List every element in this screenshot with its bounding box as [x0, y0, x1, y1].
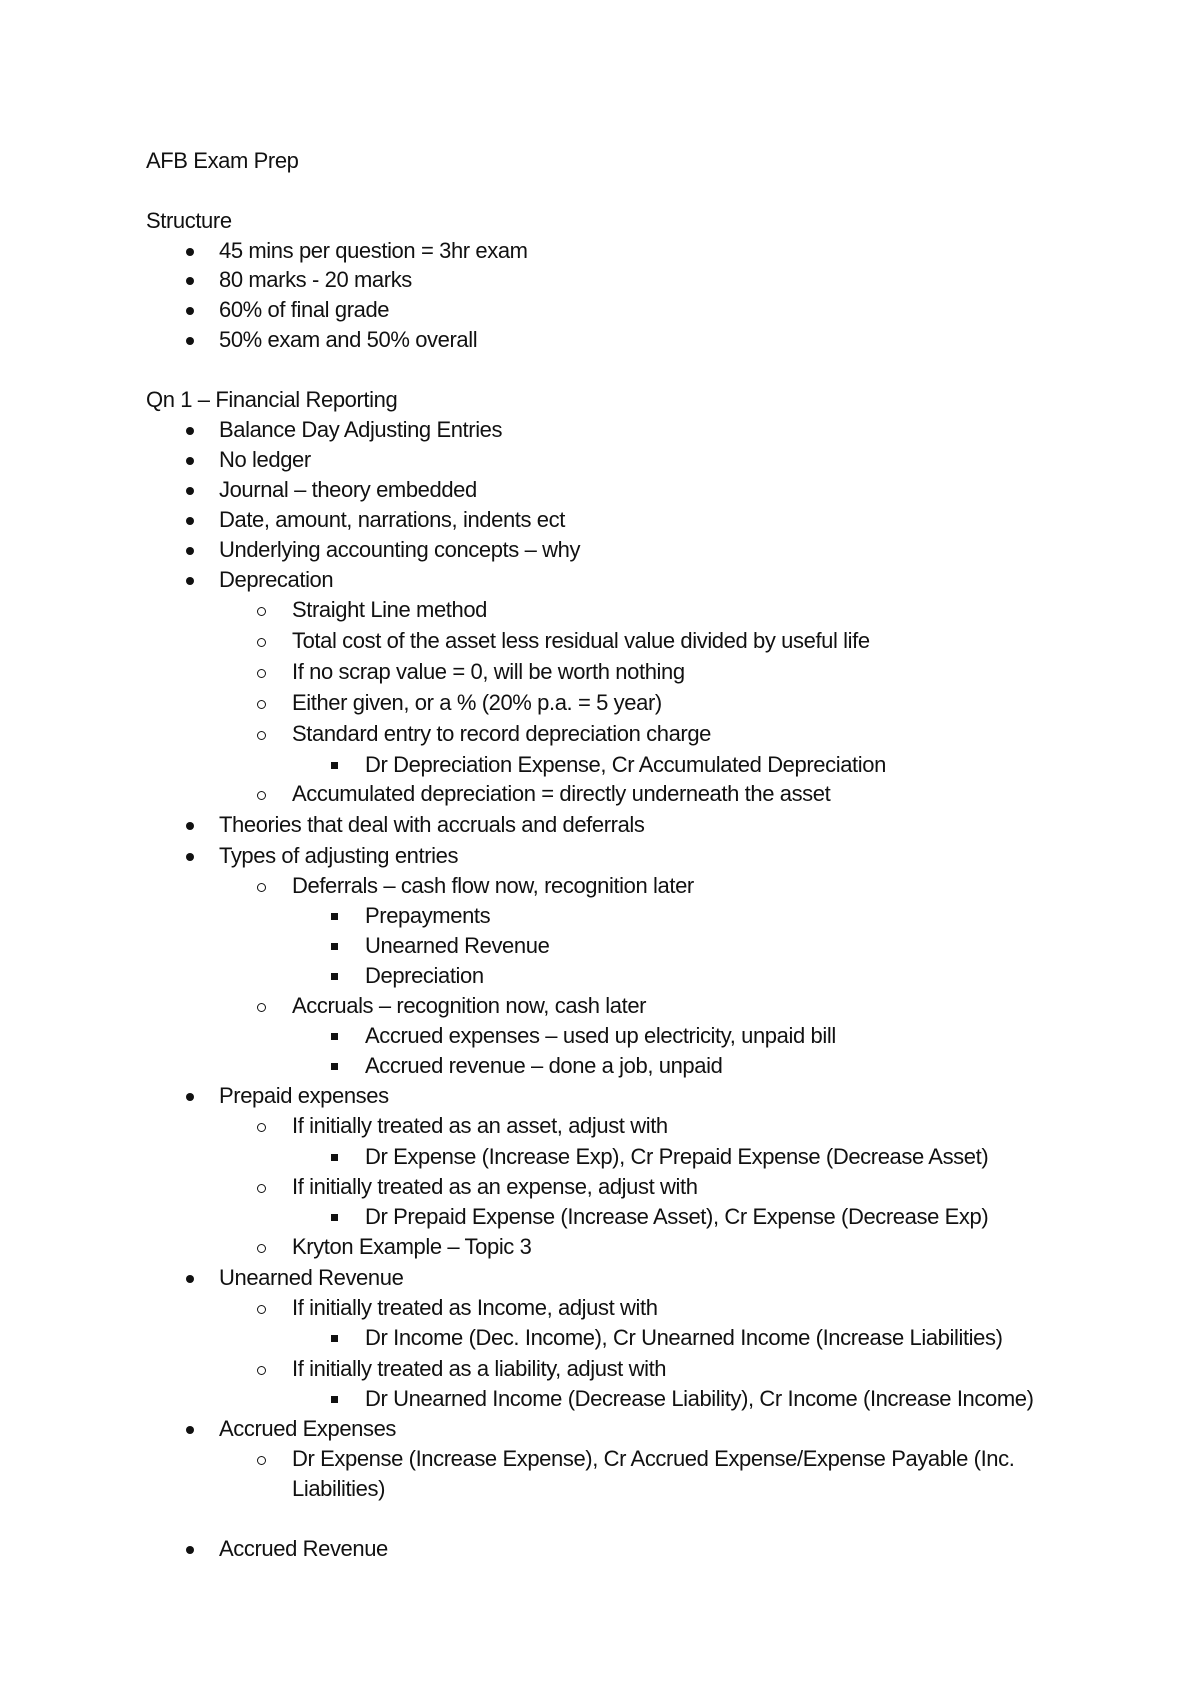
list-item: Balance Day Adjusting Entries	[219, 417, 503, 442]
list-item: Standard entry to record depreciation charge	[292, 721, 711, 746]
bullet-dot-icon	[186, 457, 194, 465]
bullet-dot-icon	[186, 1546, 194, 1554]
bullet-dot-icon	[186, 1275, 194, 1283]
list-item: Journal – theory embedded	[219, 477, 477, 502]
list-item: Prepayments	[365, 903, 491, 928]
list-item: Straight Line method	[292, 597, 488, 622]
list-item: Accrued Revenue	[219, 1536, 388, 1561]
section-heading-structure: Structure	[146, 208, 232, 233]
bullet-dot-icon	[186, 1426, 194, 1434]
bullet-circle-icon	[257, 1366, 266, 1375]
list-item: Accumulated depreciation = directly underneath the asset	[292, 781, 831, 806]
bullet-square-icon	[331, 1335, 338, 1342]
list-item: Accruals – recognition now, cash later	[292, 993, 647, 1018]
bullet-circle-icon	[257, 791, 266, 800]
list-item: No ledger	[219, 447, 311, 472]
bullet-circle-icon	[257, 731, 266, 740]
bullet-dot-icon	[186, 337, 194, 345]
bullet-dot-icon	[186, 307, 194, 315]
bullet-square-icon	[331, 762, 338, 769]
bullet-dot-icon	[186, 1093, 194, 1101]
bullet-circle-icon	[257, 1184, 266, 1193]
list-item: Dr Income (Dec. Income), Cr Unearned Income (Increase Liabilities)	[365, 1325, 1003, 1350]
list-item: If initially treated as an expense, adjust with	[292, 1174, 698, 1199]
list-item: Deprecation	[219, 567, 334, 592]
bullet-circle-icon	[257, 1456, 266, 1465]
list-item: Total cost of the asset less residual value divided by useful life	[292, 628, 870, 653]
bullet-circle-icon	[257, 883, 266, 892]
bullet-dot-icon	[186, 822, 194, 830]
list-item: Prepaid expenses	[219, 1083, 389, 1108]
bullet-circle-icon	[257, 669, 266, 678]
bullet-circle-icon	[257, 1305, 266, 1314]
list-item-continuation: Liabilities)	[292, 1476, 386, 1501]
list-item: If initially treated as a liability, adjust with	[292, 1356, 667, 1381]
list-item: If no scrap value = 0, will be worth nothing	[292, 659, 685, 684]
bullet-circle-icon	[257, 607, 266, 616]
bullet-dot-icon	[186, 427, 194, 435]
list-item: Accrued revenue – done a job, unpaid	[365, 1053, 723, 1078]
bullet-dot-icon	[186, 853, 194, 861]
section-heading-qn1: Qn 1 – Financial Reporting	[146, 387, 398, 412]
bullet-square-icon	[331, 943, 338, 950]
list-item: Dr Unearned Income (Decrease Liability), Cr Income (Increase Income)	[365, 1386, 1034, 1411]
list-item: Dr Depreciation Expense, Cr Accumulated Depreciation	[365, 752, 886, 777]
list-item: 60% of final grade	[219, 297, 390, 322]
bullet-circle-icon	[257, 1123, 266, 1132]
list-item: Underlying accounting concepts – why	[219, 537, 581, 562]
bullet-dot-icon	[186, 547, 194, 555]
list-item: Theories that deal with accruals and deferrals	[219, 812, 645, 837]
list-item: Accrued Expenses	[219, 1416, 397, 1441]
list-item: If initially treated as an asset, adjust with	[292, 1113, 668, 1138]
bullet-square-icon	[331, 973, 338, 980]
bullet-dot-icon	[186, 577, 194, 585]
bullet-square-icon	[331, 913, 338, 920]
bullet-square-icon	[331, 1063, 338, 1070]
list-item: Either given, or a % (20% p.a. = 5 year)	[292, 690, 662, 715]
list-item: Dr Expense (Increase Expense), Cr Accrued Expense/Expense Payable (Inc.	[292, 1446, 1015, 1471]
list-item: If initially treated as Income, adjust with	[292, 1295, 658, 1320]
document-title: AFB Exam Prep	[146, 148, 299, 173]
bullet-dot-icon	[186, 487, 194, 495]
bullet-square-icon	[331, 1214, 338, 1221]
list-item: Dr Expense (Increase Exp), Cr Prepaid Expense (Decrease Asset)	[365, 1144, 989, 1169]
list-item: Depreciation	[365, 963, 484, 988]
list-item: 45 mins per question = 3hr exam	[219, 238, 528, 263]
bullet-dot-icon	[186, 517, 194, 525]
bullet-dot-icon	[186, 248, 194, 256]
list-item: Dr Prepaid Expense (Increase Asset), Cr Expense (Decrease Exp)	[365, 1204, 989, 1229]
bullet-dot-icon	[186, 277, 194, 285]
bullet-circle-icon	[257, 1003, 266, 1012]
list-item: Kryton Example – Topic 3	[292, 1234, 532, 1259]
bullet-square-icon	[331, 1396, 338, 1403]
bullet-square-icon	[331, 1154, 338, 1161]
bullet-square-icon	[331, 1033, 338, 1040]
list-item: Unearned Revenue	[219, 1265, 404, 1290]
bullet-circle-icon	[257, 700, 266, 709]
bullet-circle-icon	[257, 1244, 266, 1253]
list-item: Types of adjusting entries	[219, 843, 459, 868]
list-item: Date, amount, narrations, indents ect	[219, 507, 565, 532]
list-item: Unearned Revenue	[365, 933, 550, 958]
list-item: Accrued expenses – used up electricity, unpaid bill	[365, 1023, 836, 1048]
bullet-circle-icon	[257, 638, 266, 647]
list-item: Deferrals – cash flow now, recognition later	[292, 873, 694, 898]
list-item: 50% exam and 50% overall	[219, 327, 478, 352]
list-item: 80 marks - 20 marks	[219, 267, 412, 292]
